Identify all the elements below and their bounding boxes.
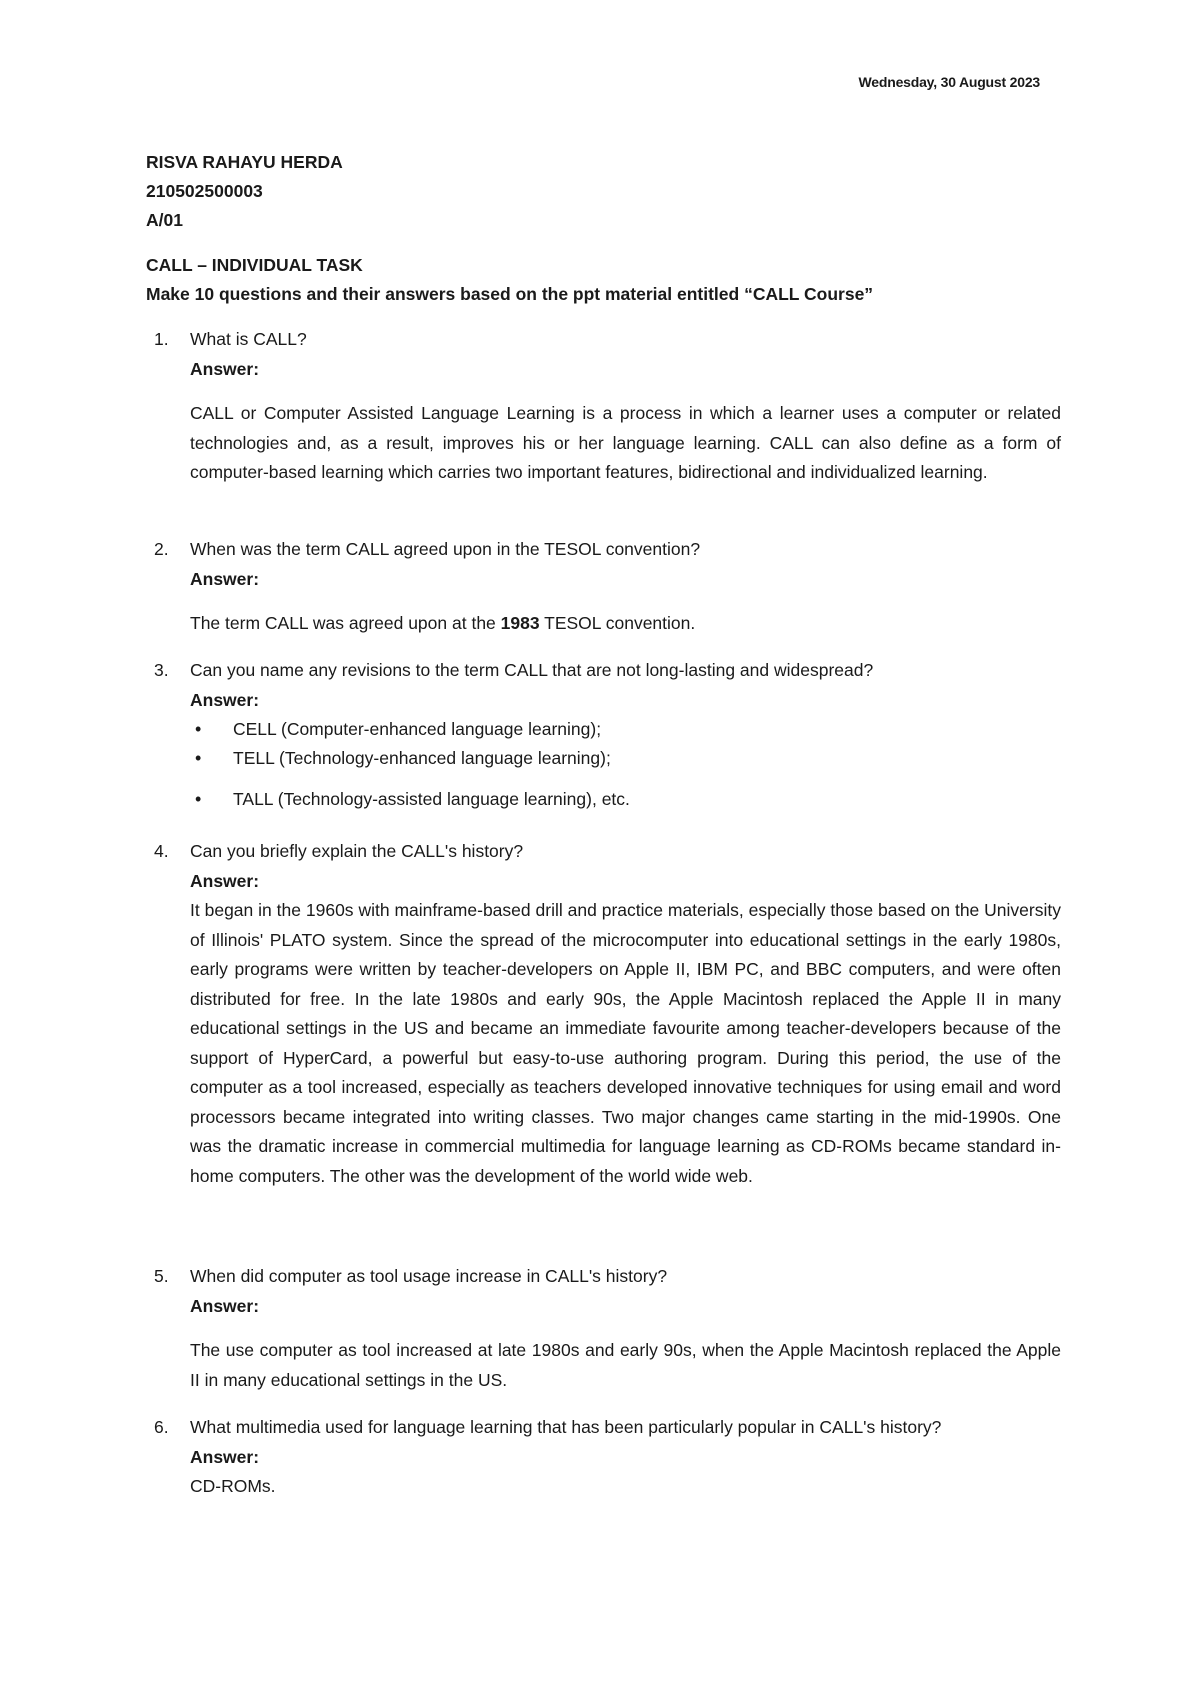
question-item-4 [146, 837, 1061, 1191]
list-item: • TALL (Technology-assisted language learning), etc. [190, 785, 1061, 814]
task-title: CALL – INDIVIDUAL TASK [146, 255, 363, 275]
document-date: Wednesday, 30 August 2023 [858, 74, 1040, 90]
question-text: What is CALL? [190, 329, 307, 349]
answer-text: CALL or Computer Assisted Language Learning is a process in which a learner uses a computer or related technologies and, as a result, improves his or her language learning. CALL can also define as a form of computer-based learning which carries two important features, bidirectional and individualized learning. [190, 403, 1061, 482]
question-text: Can you briefly explain the CALL's history? [190, 841, 524, 861]
answer-label: Answer: [190, 568, 260, 589]
question-item-5 [146, 1262, 1061, 1395]
answer-text-post: TESOL convention. [539, 613, 696, 633]
question-number: 4. [154, 841, 169, 861]
list-item: • CELL (Computer-enhanced language learning); [190, 715, 1061, 744]
question-number: 2. [154, 539, 169, 559]
list-item: • TELL (Technology-enhanced language learning); [190, 744, 1061, 773]
student-header [146, 148, 343, 235]
bullet-icon: • [195, 719, 202, 739]
answer-text: The use computer as tool increased at late 1980s and early 90s, when the Apple Macintosh replaced the Apple II in many educational settings in the US. [190, 1340, 1061, 1390]
answer-text: It began in the 1960s with mainframe-based drill and practice materials, especially those based on the University of Illinois' PLATO system. Since the spread of the microcomputer into educational settings in the early 1980s, early programs were written by teacher-developers on Apple II, IBM PC, and BBC computers, and were often distributed for free. In the late 1980s and early 90s, the Apple Macintosh replaced the Apple II in many educational settings in the US and became an immediate favourite among teacher-developers because of the support of HyperCard, a powerful but easy-to-use authoring program. During this period, the use of the computer as a tool increased, especially as teachers developed innovative techniques for using email and word processors became integrated into writing classes. Two major changes came starting in the mid-1990s. One was the dramatic increase in commercial multimedia for language learning as CD-ROMs became standard in-home computers. The other was the development of the world wide web. [190, 900, 1061, 1186]
question-number: 1. [154, 329, 169, 349]
question-item-6 [146, 1413, 1061, 1502]
student-name: RISVA RAHAYU HERDA [146, 152, 343, 172]
bullet-icon: • [195, 789, 202, 809]
answer-label: Answer: [190, 358, 260, 379]
task-instruction: Make 10 questions and their answers based on the ppt material entitled “CALL Course” [146, 284, 874, 304]
question-text: When did computer as tool usage increase in CALL's history? [190, 1266, 668, 1286]
question-number: 5. [154, 1266, 169, 1286]
question-item-1 [146, 325, 1061, 488]
bullet-icon: • [195, 748, 202, 768]
answer-label: Answer: [190, 870, 260, 891]
question-number: 3. [154, 660, 169, 680]
answer-label: Answer: [190, 689, 260, 710]
question-item-2 [146, 535, 1061, 639]
answer-text [190, 609, 1061, 639]
answer-label: Answer: [190, 1295, 260, 1316]
question-number: 6. [154, 1417, 169, 1437]
question-text: When was the term CALL agreed upon in the TESOL convention? [190, 539, 701, 559]
answer-text: CD-ROMs. [190, 1476, 276, 1496]
revision-list [190, 715, 1061, 814]
answer-text-pre: The term CALL was agreed upon at the [190, 613, 501, 633]
answer-label: Answer: [190, 1446, 260, 1467]
answer-text-year: 1983 [500, 613, 540, 633]
question-item-3 [146, 656, 1061, 814]
student-id: 210502500003 [146, 181, 263, 201]
question-text: Can you name any revisions to the term CALL that are not long-lasting and widespread? [190, 660, 874, 680]
question-text: What multimedia used for language learning that has been particularly popular in CALL's history? [190, 1417, 942, 1437]
task-heading [146, 251, 873, 309]
student-class: A/01 [146, 210, 183, 230]
